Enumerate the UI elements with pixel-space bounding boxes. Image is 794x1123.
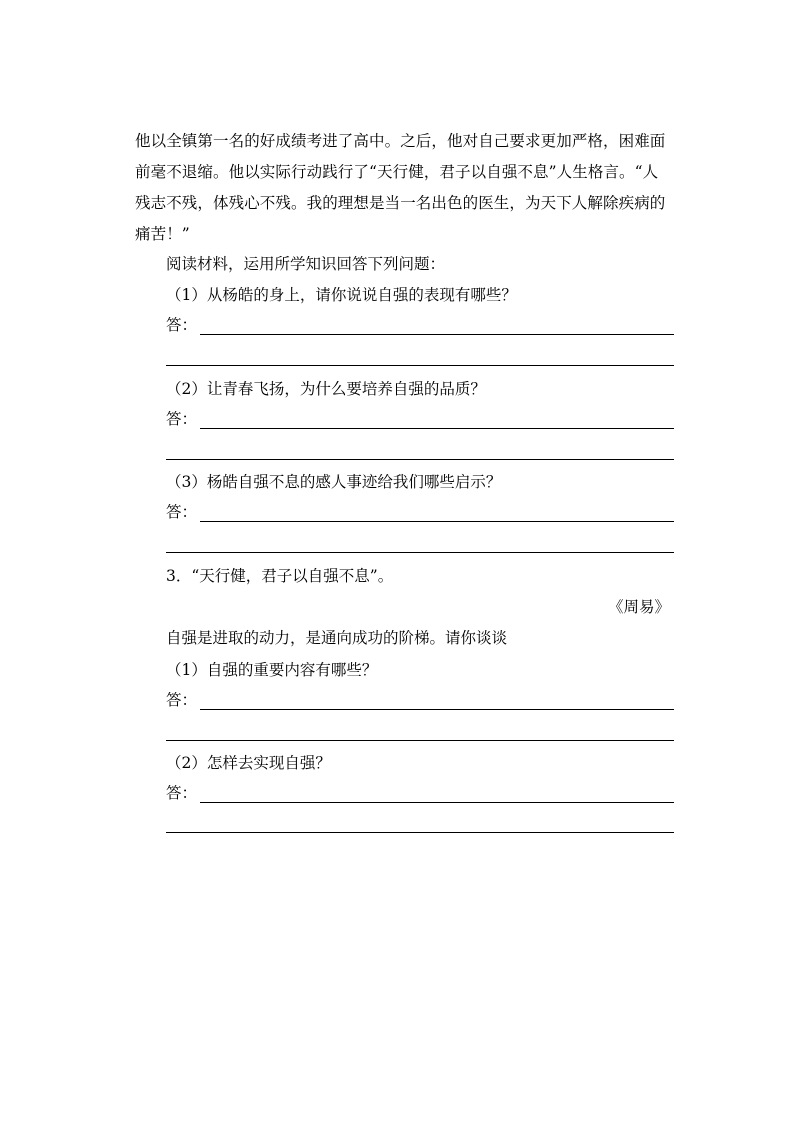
answer-line-extra[interactable]	[166, 459, 674, 460]
answer-line-extra[interactable]	[166, 365, 674, 366]
question-3: （3）杨皓自强不息的感人事迹给我们哪些启示？	[166, 473, 502, 491]
passage-line: 前毫不退缩。他以实际行动践行了“天行健，君子以自强不息”人生格言。“人	[135, 163, 659, 181]
q3-prompt: 自强是进取的动力，是通向成功的阶梯。请你谈谈	[166, 629, 508, 647]
q3-question-1: （1）自强的重要内容有哪些？	[166, 661, 378, 679]
answer-line-extra[interactable]	[166, 832, 674, 833]
q3-source: 《周易》	[607, 598, 670, 616]
answer-row-3[interactable]	[166, 502, 674, 524]
answer-line[interactable]	[200, 709, 674, 710]
q3-quote: 3．“天行健，君子以自强不息”。	[166, 567, 394, 585]
answer-line[interactable]	[200, 428, 674, 429]
answer-row-q3-2[interactable]	[166, 783, 674, 805]
answer-label: 答：	[166, 316, 198, 334]
passage-line: 痛苦！”	[135, 225, 190, 243]
answer-label: 答：	[166, 691, 198, 709]
passage-line: 残志不残，体残心不残。我的理想是当一名出色的医生，为天下人解除疾病的	[135, 194, 666, 212]
answer-label: 答：	[166, 503, 198, 521]
answer-line[interactable]	[200, 802, 674, 803]
answer-label: 答：	[166, 784, 198, 802]
instruction: 阅读材料，运用所学知识回答下列问题：	[166, 255, 446, 273]
q3-question-2: （2）怎样去实现自强？	[166, 754, 331, 772]
answer-row-q3-1[interactable]	[166, 690, 674, 712]
answer-line[interactable]	[200, 521, 674, 522]
question-1: （1）从杨皓的身上，请你说说自强的表现有哪些？	[166, 286, 517, 304]
answer-row-1[interactable]	[166, 315, 674, 337]
answer-line[interactable]	[200, 334, 674, 335]
answer-line-extra[interactable]	[166, 740, 674, 741]
answer-line-extra[interactable]	[166, 552, 674, 553]
answer-row-2[interactable]	[166, 409, 674, 431]
question-2: （2）让青春飞扬，为什么要培养自强的品质？	[166, 380, 486, 398]
answer-label: 答：	[166, 410, 198, 428]
passage	[135, 126, 675, 250]
passage-line: 他以全镇第一名的好成绩考进了高中。之后，他对自己要求更加严格，困难面	[135, 132, 666, 150]
